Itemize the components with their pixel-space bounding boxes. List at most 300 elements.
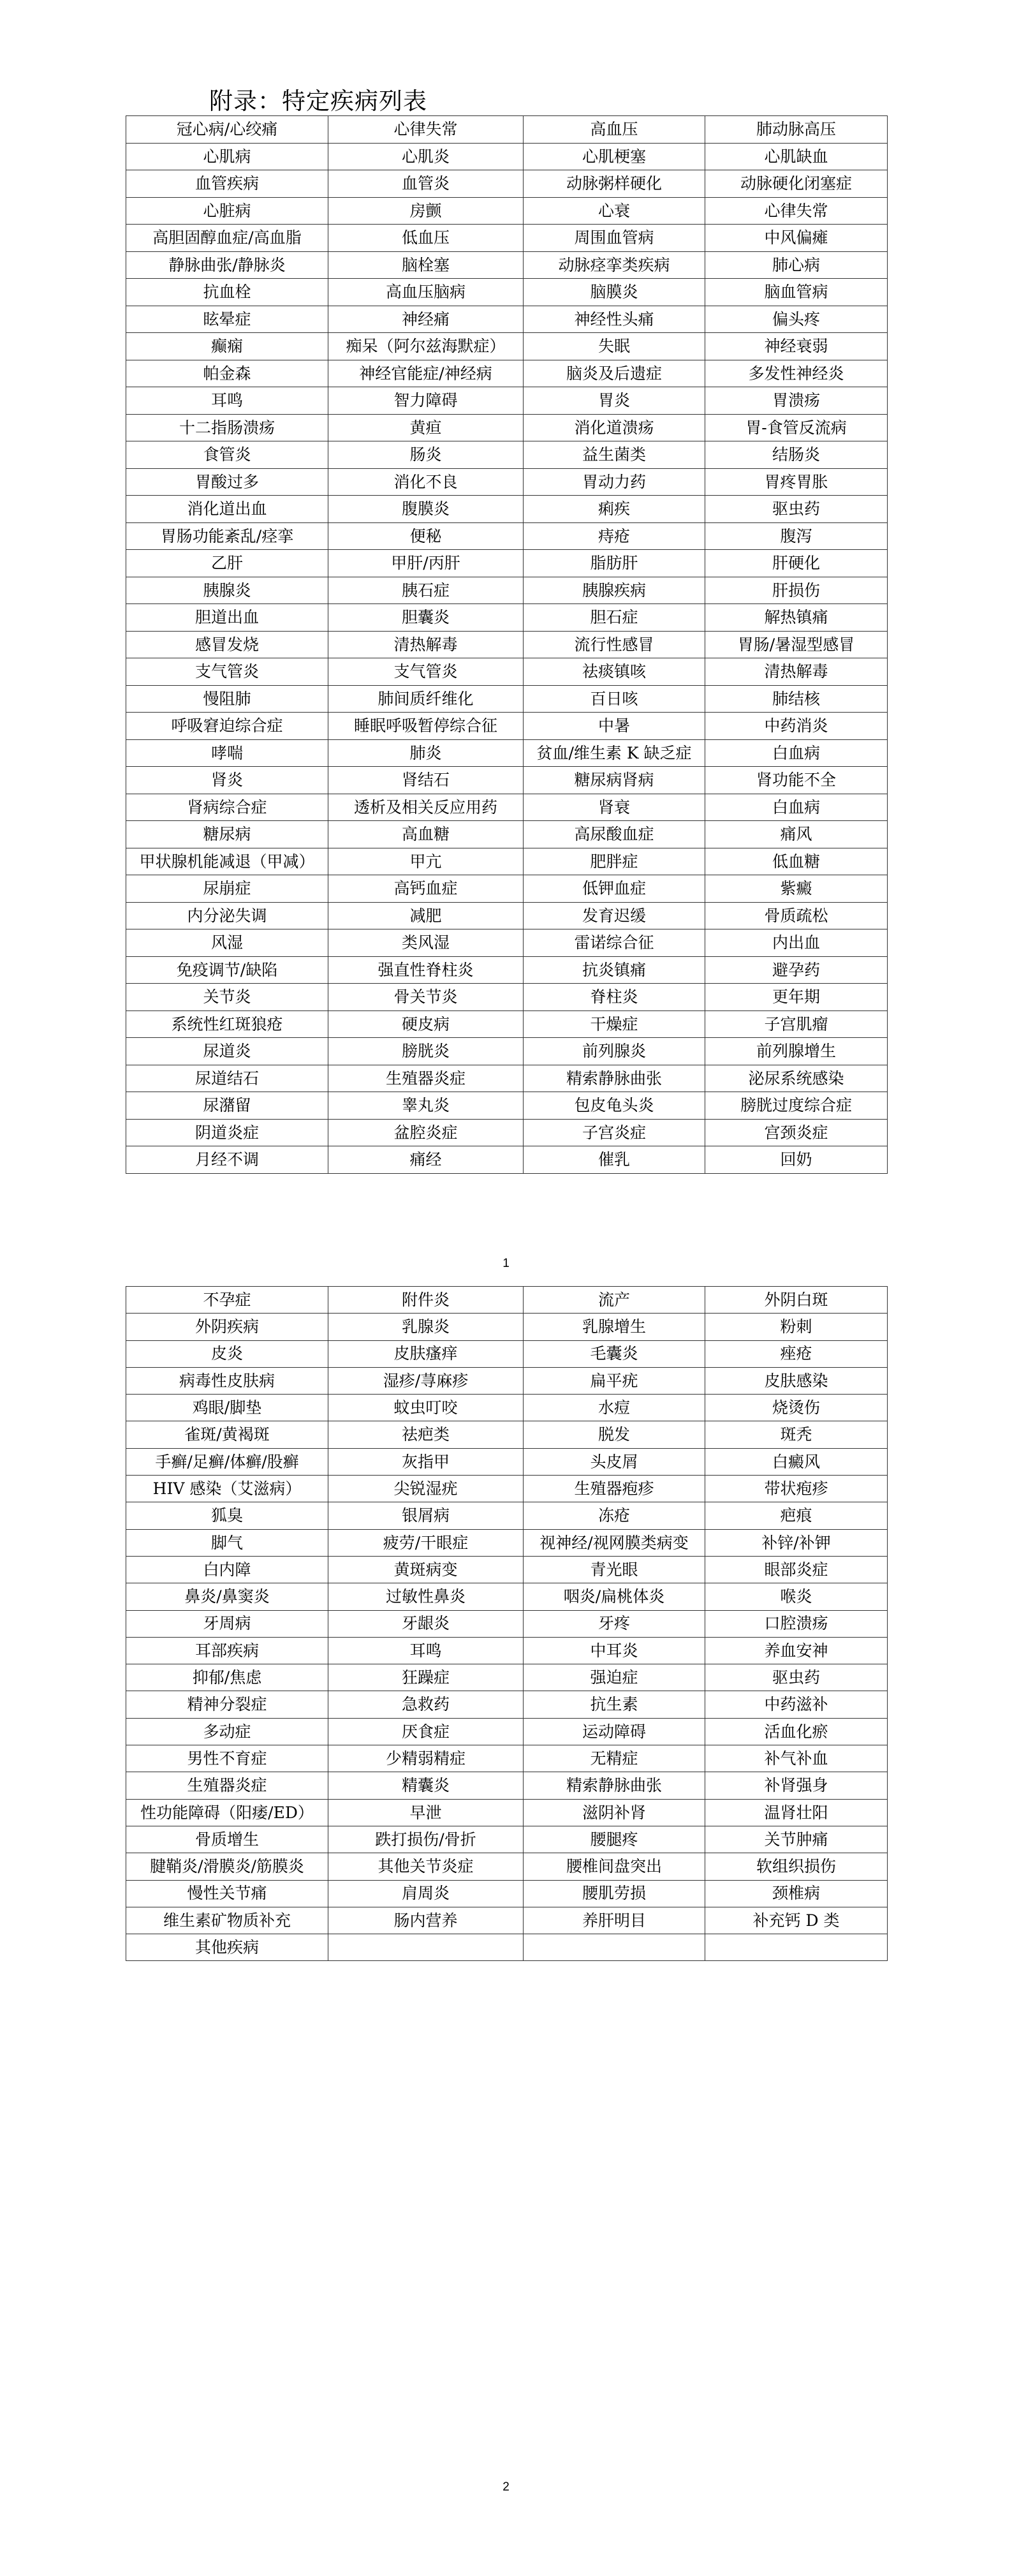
table-cell: 神经痛 bbox=[328, 306, 524, 333]
disease-table-page-2 bbox=[126, 1286, 888, 1961]
table-cell: 神经衰弱 bbox=[705, 333, 888, 360]
table-cell: 肝硬化 bbox=[705, 550, 888, 577]
table-cell: 精神分裂症 bbox=[126, 1691, 328, 1718]
table-cell: 宫颈炎症 bbox=[705, 1119, 888, 1146]
table-cell: 颈椎病 bbox=[705, 1880, 888, 1907]
table-cell: 便秘 bbox=[328, 522, 524, 550]
table-cell: 雀斑/黄褐斑 bbox=[126, 1421, 328, 1448]
table-cell: 胰腺炎 bbox=[126, 577, 328, 604]
table-cell: 青光眼 bbox=[524, 1556, 705, 1583]
table-cell: 粉刺 bbox=[705, 1314, 888, 1340]
table-row bbox=[126, 1476, 888, 1502]
table-cell: 催乳 bbox=[524, 1146, 705, 1174]
table-cell: 白癜风 bbox=[705, 1448, 888, 1475]
table-cell: 哮喘 bbox=[126, 739, 328, 767]
table-cell: 腹泻 bbox=[705, 522, 888, 550]
table-cell: 其他关节炎症 bbox=[328, 1853, 524, 1880]
table-cell: 抗炎镇痛 bbox=[524, 956, 705, 984]
table-row bbox=[126, 1610, 888, 1637]
table-cell: 甲状腺机能减退（甲减） bbox=[126, 848, 328, 875]
table-row bbox=[126, 1880, 888, 1907]
table-row bbox=[126, 1092, 888, 1120]
table-cell: 月经不调 bbox=[126, 1146, 328, 1174]
table-cell: 心律失常 bbox=[705, 197, 888, 225]
table-row bbox=[126, 1799, 888, 1826]
table-cell: 肾病综合症 bbox=[126, 794, 328, 821]
table-cell: 皮肤感染 bbox=[705, 1367, 888, 1394]
table-cell: 胰腺疾病 bbox=[524, 577, 705, 604]
table-cell: 消化道出血 bbox=[126, 496, 328, 523]
table-cell: 白内障 bbox=[126, 1556, 328, 1583]
table-row bbox=[126, 1340, 888, 1367]
table-cell: 神经官能症/神经病 bbox=[328, 360, 524, 387]
table-cell: 肾结石 bbox=[328, 767, 524, 794]
table-cell: 黄疸 bbox=[328, 414, 524, 441]
table-cell: 消化不良 bbox=[328, 468, 524, 496]
table-cell: 斑秃 bbox=[705, 1421, 888, 1448]
table-row bbox=[126, 225, 888, 252]
table-cell: 耳鸣 bbox=[126, 387, 328, 415]
table-cell: 皮炎 bbox=[126, 1340, 328, 1367]
table-cell: 生殖器疱疹 bbox=[524, 1476, 705, 1502]
table-cell: 中耳炎 bbox=[524, 1637, 705, 1664]
table-cell: 内出血 bbox=[705, 929, 888, 957]
table-cell: 咽炎/扁桃体炎 bbox=[524, 1583, 705, 1610]
table-cell: 胰石症 bbox=[328, 577, 524, 604]
table-cell: 心衰 bbox=[524, 197, 705, 225]
table-cell: 跌打损伤/骨折 bbox=[328, 1826, 524, 1853]
table-row bbox=[126, 685, 888, 713]
table-cell: 心脏病 bbox=[126, 197, 328, 225]
table-cell: 精索静脉曲张 bbox=[524, 1065, 705, 1092]
table-row bbox=[126, 1556, 888, 1583]
table-row bbox=[126, 251, 888, 279]
table-cell: 阴道炎症 bbox=[126, 1119, 328, 1146]
table-cell: HIV 感染（艾滋病） bbox=[126, 1476, 328, 1502]
table-cell: 肺炎 bbox=[328, 739, 524, 767]
table-cell: 系统性红斑狼疮 bbox=[126, 1010, 328, 1038]
table-cell: 膀胱炎 bbox=[328, 1038, 524, 1065]
page-number: 1 bbox=[502, 1257, 510, 1270]
table-cell: 甲亢 bbox=[328, 848, 524, 875]
table-row bbox=[126, 279, 888, 306]
table-cell: 硬皮病 bbox=[328, 1010, 524, 1038]
table-cell: 脑膜炎 bbox=[524, 279, 705, 306]
table-row bbox=[126, 468, 888, 496]
table-cell: 解热镇痛 bbox=[705, 604, 888, 632]
table-cell: 带状疱疹 bbox=[705, 1476, 888, 1502]
table-cell: 高尿酸血症 bbox=[524, 821, 705, 848]
table-cell: 甲肝/丙肝 bbox=[328, 550, 524, 577]
table-cell: 疤痕 bbox=[705, 1502, 888, 1529]
table-cell: 心肌炎 bbox=[328, 143, 524, 170]
table-cell: 心肌病 bbox=[126, 143, 328, 170]
table-cell: 腰腿疼 bbox=[524, 1826, 705, 1853]
table-cell: 补气补血 bbox=[705, 1745, 888, 1772]
table-cell: 白血病 bbox=[705, 794, 888, 821]
table-cell: 尿道炎 bbox=[126, 1038, 328, 1065]
table-cell: 中暑 bbox=[524, 713, 705, 740]
table-row bbox=[126, 794, 888, 821]
table-row bbox=[126, 414, 888, 441]
table-cell: 痛风 bbox=[705, 821, 888, 848]
table-cell: 口腔溃疡 bbox=[705, 1610, 888, 1637]
table-cell: 血管炎 bbox=[328, 170, 524, 198]
table-cell: 腰椎间盘突出 bbox=[524, 1853, 705, 1880]
table-cell: 智力障碍 bbox=[328, 387, 524, 415]
table-cell: 高钙血症 bbox=[328, 875, 524, 903]
table-cell: 肾衰 bbox=[524, 794, 705, 821]
table-cell: 脚气 bbox=[126, 1529, 328, 1556]
table-cell: 头皮屑 bbox=[524, 1448, 705, 1475]
table-cell: 骨关节炎 bbox=[328, 984, 524, 1011]
table-cell: 高血压脑病 bbox=[328, 279, 524, 306]
table-cell: 精囊炎 bbox=[328, 1772, 524, 1799]
table-cell: 扁平疣 bbox=[524, 1367, 705, 1394]
table-cell: 低血糖 bbox=[705, 848, 888, 875]
table-cell: 心肌缺血 bbox=[705, 143, 888, 170]
page-number: 2 bbox=[502, 2480, 510, 2494]
table-cell: 多动症 bbox=[126, 1718, 328, 1745]
table-cell: 抑郁/焦虑 bbox=[126, 1664, 328, 1691]
table-cell: 回奶 bbox=[705, 1146, 888, 1174]
table-cell: 耳部疾病 bbox=[126, 1637, 328, 1664]
table-cell bbox=[328, 1934, 524, 1961]
table-cell: 软组织损伤 bbox=[705, 1853, 888, 1880]
table-cell: 痔疮 bbox=[524, 522, 705, 550]
table-cell: 低血压 bbox=[328, 225, 524, 252]
table-row bbox=[126, 902, 888, 929]
table-cell: 其他疾病 bbox=[126, 1934, 328, 1961]
table-row bbox=[126, 1421, 888, 1448]
table-cell: 白血病 bbox=[705, 739, 888, 767]
table-row bbox=[126, 1065, 888, 1092]
table-row bbox=[126, 1395, 888, 1421]
table-cell: 不孕症 bbox=[126, 1287, 328, 1314]
table-cell: 动脉硬化闭塞症 bbox=[705, 170, 888, 198]
table-cell: 胆囊炎 bbox=[328, 604, 524, 632]
table-cell: 耳鸣 bbox=[328, 1637, 524, 1664]
table-cell: 肠内营养 bbox=[328, 1907, 524, 1934]
table-cell: 流行性感冒 bbox=[524, 631, 705, 658]
table-cell: 疲劳/干眼症 bbox=[328, 1529, 524, 1556]
table-row bbox=[126, 1010, 888, 1038]
table-row bbox=[126, 1745, 888, 1772]
table-cell: 银屑病 bbox=[328, 1502, 524, 1529]
table-cell: 睡眠呼吸暂停综合征 bbox=[328, 713, 524, 740]
table-cell: 高血糖 bbox=[328, 821, 524, 848]
table-cell: 流产 bbox=[524, 1287, 705, 1314]
table-cell: 脂肪肝 bbox=[524, 550, 705, 577]
table-cell: 包皮龟头炎 bbox=[524, 1092, 705, 1120]
table-row bbox=[126, 929, 888, 957]
table-row bbox=[126, 1287, 888, 1314]
table-cell: 子宫炎症 bbox=[524, 1119, 705, 1146]
table-row bbox=[126, 1583, 888, 1610]
table-cell: 眼部炎症 bbox=[705, 1556, 888, 1583]
table-row bbox=[126, 197, 888, 225]
table-cell: 胃肠/暑湿型感冒 bbox=[705, 631, 888, 658]
table-cell: 厌食症 bbox=[328, 1718, 524, 1745]
table-cell: 低钾血症 bbox=[524, 875, 705, 903]
table-cell: 温肾壮阳 bbox=[705, 1799, 888, 1826]
table-cell: 乳腺增生 bbox=[524, 1314, 705, 1340]
table-row bbox=[126, 1826, 888, 1853]
table-cell: 祛疤类 bbox=[328, 1421, 524, 1448]
table-cell: 内分泌失调 bbox=[126, 902, 328, 929]
table-cell: 支气管炎 bbox=[126, 658, 328, 686]
table-cell: 尿道结石 bbox=[126, 1065, 328, 1092]
table-cell: 中药消炎 bbox=[705, 713, 888, 740]
table-cell: 外阴疾病 bbox=[126, 1314, 328, 1340]
table-cell: 肺心病 bbox=[705, 251, 888, 279]
table-cell: 牙龈炎 bbox=[328, 1610, 524, 1637]
table-cell: 透析及相关反应用药 bbox=[328, 794, 524, 821]
table-cell: 糖尿病肾病 bbox=[524, 767, 705, 794]
table-row bbox=[126, 550, 888, 577]
table-cell: 乳腺炎 bbox=[328, 1314, 524, 1340]
table-cell: 养血安神 bbox=[705, 1637, 888, 1664]
table-cell: 发育迟缓 bbox=[524, 902, 705, 929]
table-cell: 脊柱炎 bbox=[524, 984, 705, 1011]
table-row bbox=[126, 1502, 888, 1529]
table-row bbox=[126, 143, 888, 170]
table-cell: 周围血管病 bbox=[524, 225, 705, 252]
table-row bbox=[126, 1691, 888, 1718]
table-cell: 胃动力药 bbox=[524, 468, 705, 496]
table-cell: 牙周病 bbox=[126, 1610, 328, 1637]
table-cell: 心律失常 bbox=[328, 116, 524, 144]
table-cell: 强直性脊柱炎 bbox=[328, 956, 524, 984]
table-cell: 肥胖症 bbox=[524, 848, 705, 875]
table-cell: 肝损伤 bbox=[705, 577, 888, 604]
table-cell: 十二指肠溃疡 bbox=[126, 414, 328, 441]
table-cell: 黄斑病变 bbox=[328, 1556, 524, 1583]
table-cell: 胃-食管反流病 bbox=[705, 414, 888, 441]
table-row bbox=[126, 848, 888, 875]
table-cell: 补肾强身 bbox=[705, 1772, 888, 1799]
table-cell: 减肥 bbox=[328, 902, 524, 929]
table-row bbox=[126, 658, 888, 686]
table-cell: 活血化瘀 bbox=[705, 1718, 888, 1745]
table-cell: 神经性头痛 bbox=[524, 306, 705, 333]
table-cell: 癫痫 bbox=[126, 333, 328, 360]
table-cell: 干燥症 bbox=[524, 1010, 705, 1038]
table-cell: 眩晕症 bbox=[126, 306, 328, 333]
table-cell: 脑血管病 bbox=[705, 279, 888, 306]
table-cell: 肠炎 bbox=[328, 441, 524, 469]
table-cell: 腱鞘炎/滑膜炎/筋膜炎 bbox=[126, 1853, 328, 1880]
table-row bbox=[126, 631, 888, 658]
table-cell: 盆腔炎症 bbox=[328, 1119, 524, 1146]
table-cell: 尖锐湿疣 bbox=[328, 1476, 524, 1502]
table-row bbox=[126, 577, 888, 604]
table-cell: 病毒性皮肤病 bbox=[126, 1367, 328, 1394]
table-row bbox=[126, 713, 888, 740]
table-cell: 驱虫药 bbox=[705, 496, 888, 523]
table-row bbox=[126, 1448, 888, 1475]
table-cell: 冻疮 bbox=[524, 1502, 705, 1529]
table-cell: 偏头疼 bbox=[705, 306, 888, 333]
table-row bbox=[126, 875, 888, 903]
table-cell: 心肌梗塞 bbox=[524, 143, 705, 170]
table-row bbox=[126, 333, 888, 360]
table-cell: 益生菌类 bbox=[524, 441, 705, 469]
table-cell: 睾丸炎 bbox=[328, 1092, 524, 1120]
table-cell: 抗血栓 bbox=[126, 279, 328, 306]
table-row bbox=[126, 1038, 888, 1065]
table-cell: 男性不育症 bbox=[126, 1745, 328, 1772]
table-cell: 手癣/足癣/体癣/股癣 bbox=[126, 1448, 328, 1475]
table-cell: 骨质疏松 bbox=[705, 902, 888, 929]
table-cell: 腰肌劳损 bbox=[524, 1880, 705, 1907]
table-cell: 贫血/维生素 K 缺乏症 bbox=[524, 739, 705, 767]
table-cell: 尿潴留 bbox=[126, 1092, 328, 1120]
table-cell: 驱虫药 bbox=[705, 1664, 888, 1691]
table-cell: 痢疾 bbox=[524, 496, 705, 523]
table-row bbox=[126, 1934, 888, 1961]
table-cell: 感冒发烧 bbox=[126, 631, 328, 658]
table-cell: 糖尿病 bbox=[126, 821, 328, 848]
table-row bbox=[126, 441, 888, 469]
table-cell: 清热解毒 bbox=[328, 631, 524, 658]
table-row bbox=[126, 306, 888, 333]
table-row bbox=[126, 522, 888, 550]
table-cell: 痤疮 bbox=[705, 1340, 888, 1367]
table-cell: 结肠炎 bbox=[705, 441, 888, 469]
table-cell: 泌尿系统感染 bbox=[705, 1065, 888, 1092]
table-cell: 生殖器炎症 bbox=[126, 1772, 328, 1799]
table-cell: 多发性神经炎 bbox=[705, 360, 888, 387]
table-cell: 紫癜 bbox=[705, 875, 888, 903]
table-cell: 中药滋补 bbox=[705, 1691, 888, 1718]
table-cell: 子宫肌瘤 bbox=[705, 1010, 888, 1038]
table-row bbox=[126, 170, 888, 198]
table-cell: 慢性关节痛 bbox=[126, 1880, 328, 1907]
table-row bbox=[126, 1314, 888, 1340]
table-row bbox=[126, 496, 888, 523]
table-cell: 痛经 bbox=[328, 1146, 524, 1174]
table-cell: 高胆固醇血症/高血脂 bbox=[126, 225, 328, 252]
table-cell: 外阴白斑 bbox=[705, 1287, 888, 1314]
table-cell: 蚊虫叮咬 bbox=[328, 1395, 524, 1421]
table-cell: 鼻炎/鼻窦炎 bbox=[126, 1583, 328, 1610]
table-cell: 胃溃疡 bbox=[705, 387, 888, 415]
table-cell: 鸡眼/脚垫 bbox=[126, 1395, 328, 1421]
table-cell: 附件炎 bbox=[328, 1287, 524, 1314]
table-cell: 生殖器炎症 bbox=[328, 1065, 524, 1092]
table-cell: 胆道出血 bbox=[126, 604, 328, 632]
table-cell: 房颤 bbox=[328, 197, 524, 225]
table-cell: 食管炎 bbox=[126, 441, 328, 469]
document-title: 附录：特定疾病列表 bbox=[209, 87, 427, 115]
table-cell: 皮肤瘙痒 bbox=[328, 1340, 524, 1367]
table-cell: 静脉曲张/静脉炎 bbox=[126, 251, 328, 279]
table-cell: 冠心病/心绞痛 bbox=[126, 116, 328, 144]
table-cell: 抗生素 bbox=[524, 1691, 705, 1718]
table-cell: 百日咳 bbox=[524, 685, 705, 713]
table-row bbox=[126, 387, 888, 415]
table-cell: 血管疾病 bbox=[126, 170, 328, 198]
table-cell: 类风湿 bbox=[328, 929, 524, 957]
table-row bbox=[126, 360, 888, 387]
table-cell: 视神经/视网膜类病变 bbox=[524, 1529, 705, 1556]
table-row bbox=[126, 1907, 888, 1934]
table-row bbox=[126, 604, 888, 632]
table-cell: 湿疹/荨麻疹 bbox=[328, 1367, 524, 1394]
table-cell: 喉炎 bbox=[705, 1583, 888, 1610]
table-cell: 性功能障碍（阳痿/ED） bbox=[126, 1799, 328, 1826]
table-cell: 前列腺增生 bbox=[705, 1038, 888, 1065]
table-row bbox=[126, 1119, 888, 1146]
table-cell: 前列腺炎 bbox=[524, 1038, 705, 1065]
table-cell: 水痘 bbox=[524, 1395, 705, 1421]
table-cell: 无精症 bbox=[524, 1745, 705, 1772]
table-cell: 毛囊炎 bbox=[524, 1340, 705, 1367]
table-cell: 肺结核 bbox=[705, 685, 888, 713]
table-cell: 避孕药 bbox=[705, 956, 888, 984]
table-row bbox=[126, 984, 888, 1011]
table-cell: 脱发 bbox=[524, 1421, 705, 1448]
table-cell bbox=[705, 1934, 888, 1961]
table-row bbox=[126, 1146, 888, 1174]
table-cell: 雷诺综合征 bbox=[524, 929, 705, 957]
table-cell: 烧烫伤 bbox=[705, 1395, 888, 1421]
table-cell: 中风偏瘫 bbox=[705, 225, 888, 252]
table-cell: 滋阴补肾 bbox=[524, 1799, 705, 1826]
table-cell: 灰指甲 bbox=[328, 1448, 524, 1475]
table-cell bbox=[524, 1934, 705, 1961]
table-cell: 呼吸窘迫综合症 bbox=[126, 713, 328, 740]
table-cell: 膀胱过度综合症 bbox=[705, 1092, 888, 1120]
table-row bbox=[126, 1637, 888, 1664]
table-row bbox=[126, 1718, 888, 1745]
table-row bbox=[126, 1772, 888, 1799]
table-cell: 动脉痉挛类疾病 bbox=[524, 251, 705, 279]
table-cell: 清热解毒 bbox=[705, 658, 888, 686]
table-row bbox=[126, 1664, 888, 1691]
table-cell: 尿崩症 bbox=[126, 875, 328, 903]
table-cell: 帕金森 bbox=[126, 360, 328, 387]
disease-table-page-1 bbox=[126, 115, 888, 1174]
table-cell: 关节肿痛 bbox=[705, 1826, 888, 1853]
table-cell: 养肝明目 bbox=[524, 1907, 705, 1934]
table-cell: 更年期 bbox=[705, 984, 888, 1011]
table-cell: 维生素矿物质补充 bbox=[126, 1907, 328, 1934]
table-cell: 运动障碍 bbox=[524, 1718, 705, 1745]
table-row bbox=[126, 767, 888, 794]
table-cell: 祛痰镇咳 bbox=[524, 658, 705, 686]
table-row bbox=[126, 1529, 888, 1556]
table-row bbox=[126, 116, 888, 144]
table-cell: 牙疼 bbox=[524, 1610, 705, 1637]
table-cell: 肾功能不全 bbox=[705, 767, 888, 794]
table-row bbox=[126, 1853, 888, 1880]
table-cell: 胃酸过多 bbox=[126, 468, 328, 496]
table-cell: 腹膜炎 bbox=[328, 496, 524, 523]
table-cell: 胃肠功能紊乱/痉挛 bbox=[126, 522, 328, 550]
table-cell: 失眠 bbox=[524, 333, 705, 360]
table-cell: 肺间质纤维化 bbox=[328, 685, 524, 713]
table-cell: 风湿 bbox=[126, 929, 328, 957]
table-cell: 胃炎 bbox=[524, 387, 705, 415]
table-cell: 动脉粥样硬化 bbox=[524, 170, 705, 198]
table-cell: 精索静脉曲张 bbox=[524, 1772, 705, 1799]
table-cell: 狂躁症 bbox=[328, 1664, 524, 1691]
table-cell: 脑栓塞 bbox=[328, 251, 524, 279]
table-row bbox=[126, 739, 888, 767]
table-cell: 胃疼胃胀 bbox=[705, 468, 888, 496]
